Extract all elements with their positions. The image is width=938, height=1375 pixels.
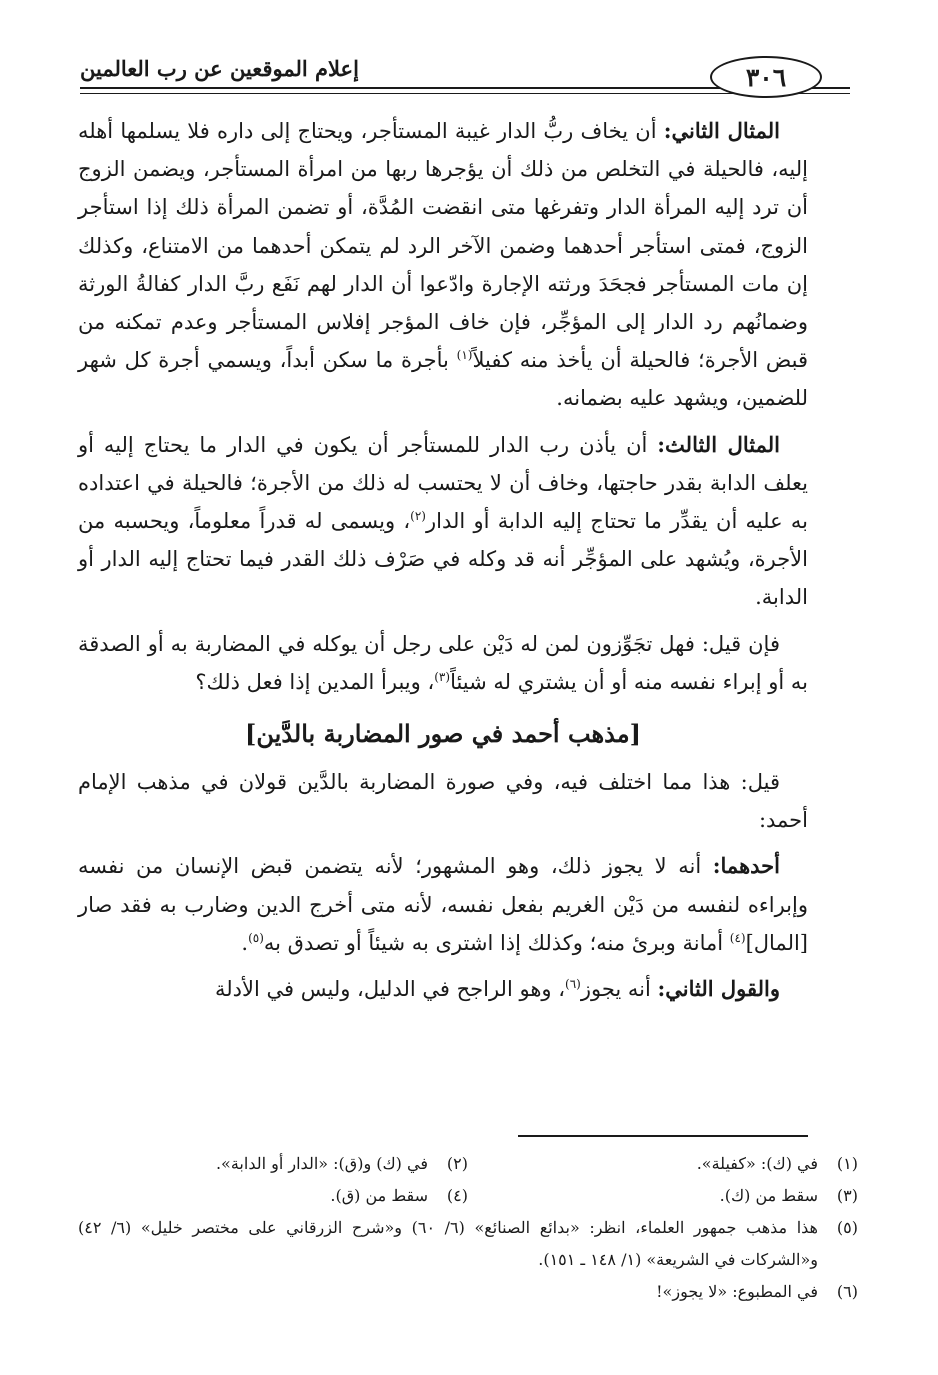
paragraph-example-2 bbox=[78, 112, 808, 418]
paragraph-text: أمانة وبرئ منه؛ وكذلك إذا اشترى به شيئاً أو تصدق به bbox=[263, 930, 730, 955]
paragraph-text: ، ويبرأ المدين إذا فعل ذلك؟ bbox=[195, 669, 435, 694]
footnote-ref: (٣) bbox=[434, 669, 451, 684]
paragraph-opinion-2 bbox=[78, 970, 808, 1008]
footnote-number: (١) bbox=[836, 1154, 858, 1173]
footnote-number: (٢) bbox=[446, 1154, 468, 1173]
footnote-number: (٣) bbox=[836, 1186, 858, 1205]
footnote-ref: (١) bbox=[456, 348, 473, 363]
footnote-row bbox=[78, 1148, 858, 1180]
running-title: إعلام الموقعين عن رب العالمين bbox=[80, 56, 359, 81]
paragraph-text: فإن قيل: فهل تجَوِّزون لمن له دَيْن على رجل أن يوكله في المضاربة به أو الصدقة به أو إبراء نفسه منه أو أن يشتري له شيئاً bbox=[78, 631, 808, 694]
footnote-6 bbox=[78, 1276, 858, 1308]
footnote-1 bbox=[468, 1148, 858, 1180]
footnote-rule bbox=[518, 1135, 808, 1137]
footnote-text: في المطبوع: «لا يجوز»! bbox=[656, 1282, 818, 1301]
footnote-ref: (٤) bbox=[729, 930, 746, 945]
footnote-ref: (٥) bbox=[248, 930, 264, 945]
footnote-4 bbox=[78, 1180, 468, 1212]
paragraph-text: أنه لا يجوز ذلك، وهو المشهور؛ لأنه يتضمن قبض الإنسان من نفسه وإبراءه لنفسه من دَيْن الغريم بفعل نفسه، لأنه متى أخرج الدين وضارب به فقد صار [المال] bbox=[78, 854, 808, 955]
footnote-5 bbox=[78, 1212, 858, 1276]
footnote-ref: (٦) bbox=[565, 977, 581, 992]
footnote-number: (٥) bbox=[836, 1218, 858, 1237]
paragraph-text: أنه يجوز bbox=[580, 977, 658, 1002]
page-number: ٣٠٦ bbox=[710, 56, 822, 98]
paragraph-lead: المثال الثاني: bbox=[663, 118, 780, 143]
section-heading: [مذهب أحمد في صور المضاربة بالدَّين] bbox=[245, 719, 641, 749]
footnote-text: سقط من (ق). bbox=[330, 1186, 428, 1205]
footnote-number: (٦) bbox=[836, 1282, 858, 1301]
paragraph-answer bbox=[78, 763, 808, 839]
paragraph-example-3 bbox=[78, 426, 808, 617]
main-text bbox=[78, 112, 808, 1016]
paragraph-text: . bbox=[241, 930, 249, 955]
paragraph-text: أن يأذن رب الدار للمستأجر أن يكون في الدار ما يحتاج إليه أو يعلف الدابة بقدر حاجتها، وخاف أن لا يحتسب له ذلك من الأجرة؛ فالحيلة في اعتداده به عليه أن يقدِّر ما تحتاج إليه الدابة أو الدار bbox=[78, 432, 808, 534]
paragraph-question bbox=[78, 625, 808, 701]
footnote-row bbox=[78, 1180, 858, 1212]
page-header bbox=[80, 50, 850, 100]
footnote-number: (٤) bbox=[446, 1186, 468, 1205]
footnote-3 bbox=[468, 1180, 858, 1212]
paragraph-lead: المثال الثالث: bbox=[657, 431, 780, 457]
paragraph-lead: أحدهما: bbox=[712, 853, 780, 879]
footnote-text: هذا مذهب جمهور العلماء، انظر: «بدائع الصنائع» (٦/ ٦٠) و«شرح الزرقاني على مختصر خليل» (٦/ ٤٢) و«الشركات في الشريعة» (١/ ١٤٨ ـ ١٥١). bbox=[78, 1218, 818, 1269]
footnote-text: سقط من (ك). bbox=[719, 1186, 818, 1205]
paragraph-text: ، وهو الراجح في الدليل، وليس في الأدلة bbox=[215, 977, 565, 1002]
footnote-text: في (ك) و(ق): «الدار أو الدابة». bbox=[215, 1154, 428, 1173]
paragraph-text: أن يخاف ربُّ الدار غيبة المستأجر، ويحتاج إلى داره فلا يسلمها أهله إليه، فالحيلة في التخلص من ذلك أن يؤجرها ربها من امرأة المستأجر، ويضمن الزوج أن ترد إليه المرأة الدار وتفرغها متى انقضت المُدَّة، أو تضمن المرأة ذلك إذا استأجر الزوج، فمتى استأجر أحدهما وضمن الآخر الرد لم يتمكن أحدهما من الامتناع، وكذلك إن مات المستأجر فجحَدَ ورثته الإجارة وادّعوا أن الدار لهم نَفَع ربَّ الدار كفالةُ الورثة وضمانُهم رد الدار إلى المؤجِّر، فإن خاف المؤجر إفلاس المستأجر وعدم تمكنه من قبض الأجرة؛ فالحيلة أن يأخذ منه كفيلاً bbox=[78, 119, 808, 373]
footnote-text: في (ك): «كفيلة». bbox=[696, 1154, 818, 1173]
footnotes bbox=[78, 1148, 858, 1308]
paragraph-text: ، ويسمى له قدراً معلوماً، ويحسبه من الأجرة، ويُشهد على المؤجِّر أنه قد وكله في صَرْف ذلك القدر فيما تحتاج إليه الدار أو الدابة. bbox=[78, 509, 808, 610]
footnote-ref: (٢) bbox=[410, 509, 426, 524]
paragraph-text: قيل: هذا مما اختلف فيه، وفي صورة المضاربة بالدَّين قولان في مذهب الإمام أحمد: bbox=[78, 770, 808, 833]
footnote-2 bbox=[78, 1148, 468, 1180]
paragraph-opinion-1 bbox=[78, 847, 808, 962]
paragraph-lead: والقول الثاني: bbox=[657, 976, 780, 1002]
paragraph-text: بأجرة ما سكن أبداً، ويسمي أجرة كل شهر للضمين، ويشهد عليه بضمانه. bbox=[78, 348, 808, 411]
